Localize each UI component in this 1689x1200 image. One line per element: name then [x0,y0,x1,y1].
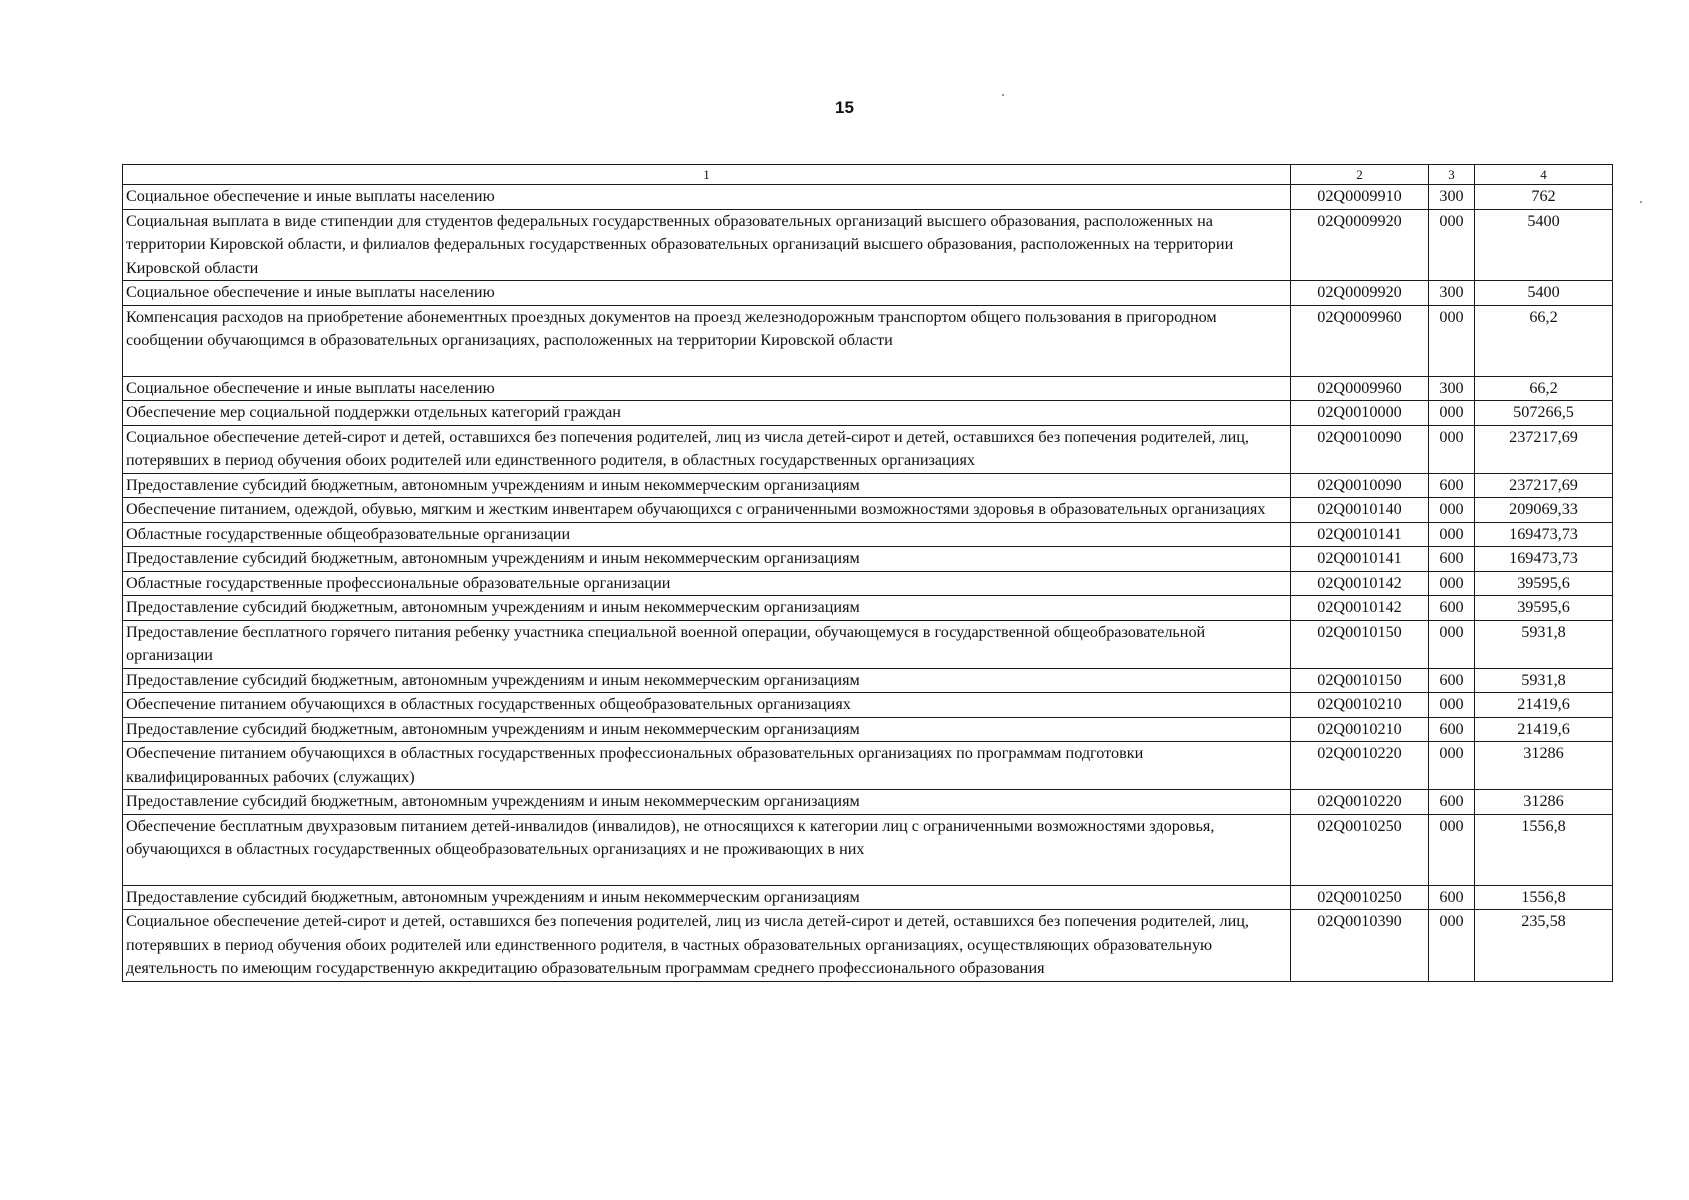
row-name-cell: Социальное обеспечение и иные выплаты населению [123,281,1291,306]
row-sum-cell: 66,2 [1475,376,1613,401]
row-type-cell: 000 [1429,693,1475,718]
row-code-cell: 02Q0009920 [1291,281,1429,306]
table-row [123,473,1613,498]
row-sum-cell: 39595,6 [1475,571,1613,596]
row-sum-cell: 39595,6 [1475,596,1613,621]
table-row [123,742,1613,790]
row-name-cell: Социальное обеспечение и иные выплаты населению [123,376,1291,401]
header-col-2: 2 [1291,165,1429,185]
row-name-cell: Компенсация расходов на приобретение абонементных проездных документов на проезд железнодорожным транспортом общего пользования в пригородном сообщении обучающимся в образовательных организациях, расположенных на территории Кировской области [123,305,1291,376]
row-sum-cell: 1556,8 [1475,814,1613,885]
scan-speck [1640,201,1642,203]
row-type-cell: 000 [1429,742,1475,790]
row-code-cell: 02Q0010140 [1291,498,1429,523]
row-sum-cell: 209069,33 [1475,498,1613,523]
row-code-cell: 02Q0010390 [1291,910,1429,982]
row-type-cell: 000 [1429,620,1475,668]
row-sum-cell: 169473,73 [1475,547,1613,572]
row-name-cell: Областные государственные профессиональные образовательные организации [123,571,1291,596]
row-name-cell: Предоставление субсидий бюджетным, автономным учреждениям и иным некоммерческим организациям [123,885,1291,910]
row-sum-cell: 237217,69 [1475,425,1613,473]
row-type-cell: 300 [1429,376,1475,401]
row-type-cell: 600 [1429,596,1475,621]
row-code-cell: 02Q0010141 [1291,522,1429,547]
row-type-cell: 000 [1429,814,1475,885]
row-name-cell: Предоставление бесплатного горячего питания ребенку участника специальной военной операции, обучающемуся в государственной общеобразовательной организации [123,620,1291,668]
row-code-cell: 02Q0010142 [1291,571,1429,596]
row-code-cell: 02Q0010150 [1291,620,1429,668]
row-type-cell: 600 [1429,473,1475,498]
table-row [123,305,1613,376]
row-sum-cell: 66,2 [1475,305,1613,376]
budget-table [122,164,1613,982]
row-type-cell: 000 [1429,401,1475,426]
row-type-cell: 000 [1429,571,1475,596]
row-type-cell: 600 [1429,885,1475,910]
row-sum-cell: 5931,8 [1475,668,1613,693]
row-type-cell: 000 [1429,498,1475,523]
table-row [123,814,1613,885]
row-sum-cell: 1556,8 [1475,885,1613,910]
row-sum-cell: 235,58 [1475,910,1613,982]
row-type-cell: 600 [1429,547,1475,572]
row-name-cell: Обеспечение бесплатным двухразовым питанием детей-инвалидов (инвалидов), не относящихся к категории лиц с ограниченными возможностями здоровья, обучающихся в областных государственных общеобразовательных организациях и не проживающих в них [123,814,1291,885]
table-row [123,910,1613,982]
row-type-cell: 000 [1429,209,1475,281]
row-name-cell: Предоставление субсидий бюджетным, автономным учреждениям и иным некоммерческим организациям [123,596,1291,621]
row-code-cell: 02Q0010000 [1291,401,1429,426]
row-name-cell: Обеспечение питанием обучающихся в областных государственных общеобразовательных организациях [123,693,1291,718]
row-name-cell: Областные государственные общеобразовательные организации [123,522,1291,547]
row-type-cell: 600 [1429,790,1475,815]
row-code-cell: 02Q0010150 [1291,668,1429,693]
header-col-1: 1 [123,165,1291,185]
row-code-cell: 02Q0010090 [1291,425,1429,473]
row-name-cell: Предоставление субсидий бюджетным, автономным учреждениям и иным некоммерческим организациям [123,717,1291,742]
page-number: 15 [835,98,854,117]
row-code-cell: 02Q0010142 [1291,596,1429,621]
table-row [123,401,1613,426]
row-sum-cell: 169473,73 [1475,522,1613,547]
row-name-cell: Социальное обеспечение детей-сирот и детей, оставшихся без попечения родителей, лиц из числа детей-сирот и детей, оставшихся без попечения родителей, лиц, потерявших в период обучения обоих родителей или единственного родителя, в областных государственных организациях [123,425,1291,473]
row-type-cell: 300 [1429,281,1475,306]
table-row [123,498,1613,523]
row-code-cell: 02Q0009960 [1291,305,1429,376]
table-row [123,571,1613,596]
row-name-cell: Обеспечение питанием, одеждой, обувью, мягким и жестким инвентарем обучающихся с ограниченными возможностями здоровья в образовательных организациях [123,498,1291,523]
row-type-cell: 000 [1429,522,1475,547]
row-code-cell: 02Q0010220 [1291,742,1429,790]
row-name-cell: Предоставление субсидий бюджетным, автономным учреждениям и иным некоммерческим организациям [123,547,1291,572]
row-code-cell: 02Q0010250 [1291,814,1429,885]
table-row [123,668,1613,693]
table-row [123,596,1613,621]
table-row [123,281,1613,306]
row-type-cell: 600 [1429,717,1475,742]
row-code-cell: 02Q0010210 [1291,693,1429,718]
row-name-cell: Обеспечение мер социальной поддержки отдельных категорий граждан [123,401,1291,426]
row-name-cell: Социальное обеспечение и иные выплаты населению [123,185,1291,210]
row-name-cell: Предоставление субсидий бюджетным, автономным учреждениям и иным некоммерческим организациям [123,473,1291,498]
row-code-cell: 02Q0009910 [1291,185,1429,210]
row-type-cell: 000 [1429,910,1475,982]
row-sum-cell: 31286 [1475,742,1613,790]
row-sum-cell: 31286 [1475,790,1613,815]
row-type-cell: 300 [1429,185,1475,210]
row-code-cell: 02Q0010141 [1291,547,1429,572]
table-row [123,885,1613,910]
row-sum-cell: 762 [1475,185,1613,210]
row-sum-cell: 5400 [1475,281,1613,306]
row-sum-cell: 21419,6 [1475,717,1613,742]
row-code-cell: 02Q0009960 [1291,376,1429,401]
row-code-cell: 02Q0009920 [1291,209,1429,281]
header-col-3: 3 [1429,165,1475,185]
row-sum-cell: 507266,5 [1475,401,1613,426]
row-code-cell: 02Q0010090 [1291,473,1429,498]
row-type-cell: 600 [1429,668,1475,693]
table-row [123,209,1613,281]
row-name-cell: Обеспечение питанием обучающихся в областных государственных профессиональных образовательных организациях по программам подготовки квалифицированных рабочих (служащих) [123,742,1291,790]
row-code-cell: 02Q0010220 [1291,790,1429,815]
table-row [123,693,1613,718]
header-col-4: 4 [1475,165,1613,185]
header-row [123,165,1613,185]
table-header [123,165,1613,185]
row-sum-cell: 21419,6 [1475,693,1613,718]
table-row [123,620,1613,668]
table-row [123,185,1613,210]
row-code-cell: 02Q0010250 [1291,885,1429,910]
row-type-cell: 000 [1429,425,1475,473]
table-row [123,717,1613,742]
row-name-cell: Предоставление субсидий бюджетным, автономным учреждениям и иным некоммерческим организациям [123,668,1291,693]
row-sum-cell: 5400 [1475,209,1613,281]
table-row [123,522,1613,547]
table-row [123,547,1613,572]
table-row [123,790,1613,815]
row-name-cell: Социальная выплата в виде стипендии для студентов федеральных государственных образовательных организаций высшего образования, расположенных на территории Кировской области, и филиалов федеральных государственных образовательных организаций высшего образования, расположенных на территории Кировской области [123,209,1291,281]
row-name-cell: Социальное обеспечение детей-сирот и детей, оставшихся без попечения родителей, лиц из числа детей-сирот и детей, оставшихся без попечения родителей, лиц, потерявших в период обучения обоих родителей или единственного родителя, в частных образовательных организациях, осуществляющих образовательную деятельность по имеющим государственную аккредитацию образовательным программам среднего профессионального образования [123,910,1291,982]
row-type-cell: 000 [1429,305,1475,376]
table-body [123,185,1613,982]
row-code-cell: 02Q0010210 [1291,717,1429,742]
row-name-cell: Предоставление субсидий бюджетным, автономным учреждениям и иным некоммерческим организациям [123,790,1291,815]
table-row [123,376,1613,401]
scan-speck [1002,94,1004,96]
row-sum-cell: 237217,69 [1475,473,1613,498]
row-sum-cell: 5931,8 [1475,620,1613,668]
table-row [123,425,1613,473]
